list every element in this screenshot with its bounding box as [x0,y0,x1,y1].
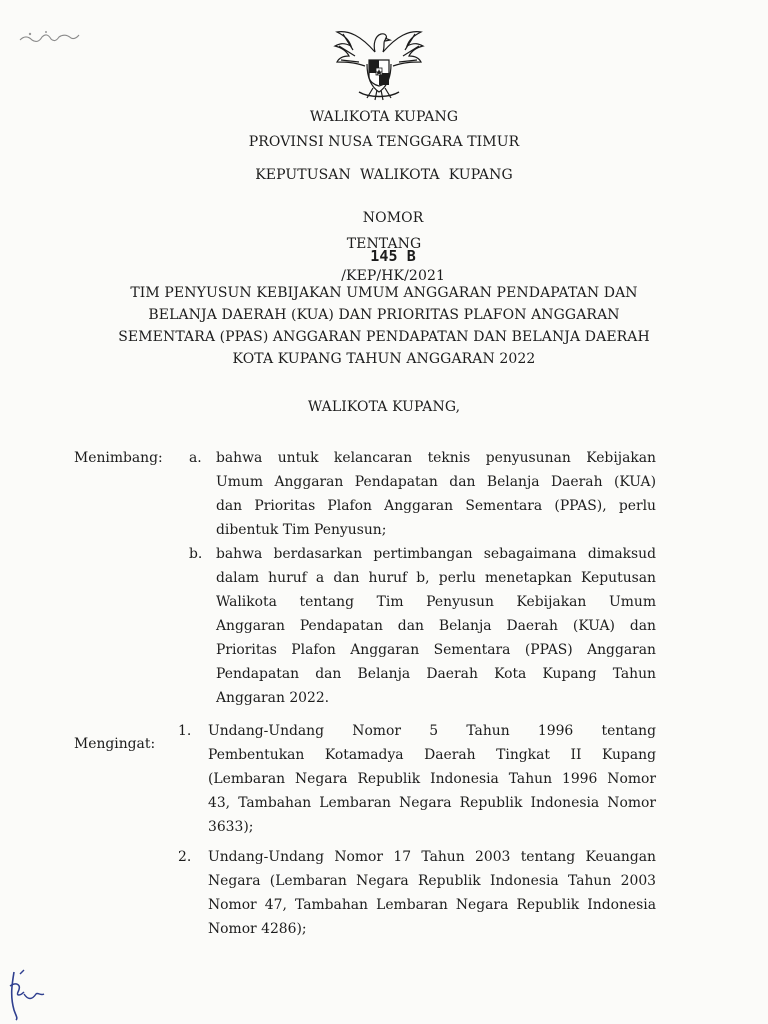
recalling-1-line: Undang-Undang Nomor 5 Tahun 1996 tentang [208,723,656,739]
decree-title: KEPUTUSAN WALIKOTA KUPANG [255,167,513,183]
issuer-title: WALIKOTA KUPANG, [307,399,461,415]
considering-colon: : [158,450,163,466]
considering-b-marker: b. [189,546,203,562]
considering-label [74,446,163,470]
about-heading: TENTANG [346,236,422,252]
considering-a-line: dan Prioritas Plafon Anggaran Sementara (PPAS), perlu [216,498,656,514]
subject-line: BELANJA DAERAH (KUA) DAN PRIORITAS PLAFON ANGGARAN [148,307,620,323]
initial-signature-mark [4,966,48,1022]
decree-number-prefix: NOMOR [362,210,424,226]
considering-b-line: Anggaran 2022. [216,690,330,706]
considering-a-line: Umum Anggaran Pendapatan dan Belanja Daerah (KUA) [216,474,656,490]
recalling-2-line: Negara (Lembaran Negara Republik Indonesia Tahun 2003 [208,873,656,889]
considering-b-line: Anggaran Pendapatan dan Belanja Daerah (KUA) dan [216,618,656,634]
recalling-1-line: 3633); [208,819,254,835]
decree-subject [0,282,768,370]
considering-item-b [216,542,656,710]
province-title: PROVINSI NUSA TENGGARA TIMUR [248,134,520,150]
recalling-1-line: (Lembaran Negara Republik Indonesia Tahun 1996 Nomor [208,771,656,787]
considering-label-text: Menimbang [74,450,159,466]
recalling-label-text: Mengingat [74,736,151,752]
decree-number-handwritten: 145 B [370,247,416,265]
considering-b-line: Walikota tentang Tim Penyusun Kebijakan Umum [216,594,656,610]
recalling-2-line: Nomor 47, Tambahan Lembaran Negara Republik Indonesia [208,897,656,913]
scan-mark-scribble [16,24,86,48]
considering-a-line: dibentuk Tim Penyusun; [216,522,387,538]
recalling-item-1 [208,719,656,839]
considering-a-marker: a. [189,450,202,466]
garuda-pancasila-emblem-icon [331,22,427,102]
decree-number-suffix: /KEP/HK/2021 [341,268,445,284]
subject-line: TIM PENYUSUN KEBIJAKAN UMUM ANGGARAN PENDAPATAN DAN [130,285,638,301]
recalling-item-2 [208,845,656,941]
recalling-1-line: 43, Tambahan Lembaran Negara Republik Indonesia Nomor [208,795,656,811]
considering-b-line: Prioritas Plafon Anggaran Sementara (PPAS) Anggaran [216,642,656,658]
recalling-1-line: Pembentukan Kotamadya Daerah Tingkat II Kupang [208,747,656,763]
subject-line: KOTA KUPANG TAHUN ANGGARAN 2022 [232,351,536,367]
recalling-2-line: Undang-Undang Nomor 17 Tahun 2003 tentang Keuangan [208,849,656,865]
subject-line: SEMENTARA (PPAS) ANGGARAN PENDAPATAN DAN BELANJA DAERAH [118,329,650,345]
considering-a-line: bahwa untuk kelancaran teknis penyusunan Kebijakan [216,450,656,466]
considering-b-line: dalam huruf a dan huruf b, perlu menetapkan Keputusan [216,570,656,586]
recalling-1-marker: 1. [178,723,192,739]
office-title: WALIKOTA KUPANG [309,109,459,125]
considering-b-line: Pendapatan dan Belanja Daerah Kota Kupang Tahun [216,666,656,682]
considering-item-a [216,446,656,542]
recalling-label [74,732,155,756]
recalling-2-marker: 2. [178,849,192,865]
recalling-colon: : [150,736,156,752]
considering-b-line: bahwa berdasarkan pertimbangan sebagaimana dimaksud [216,546,656,562]
recalling-2-line: Nomor 4286); [208,921,307,937]
